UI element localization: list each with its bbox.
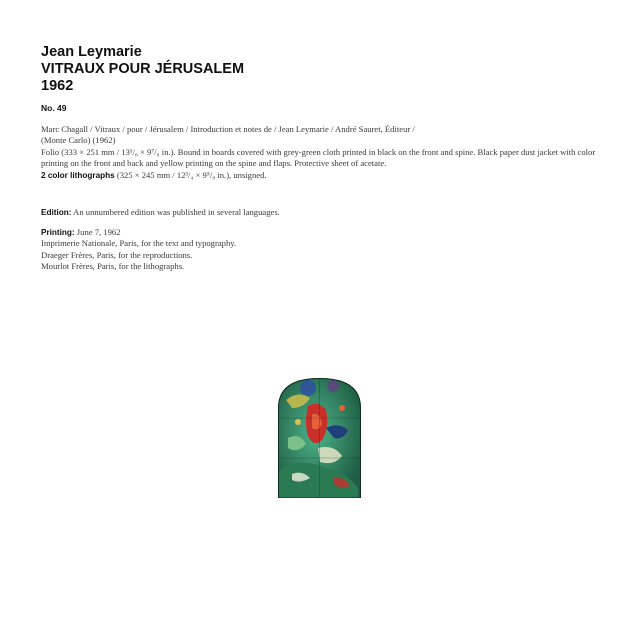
lithographs-line [41,170,598,181]
printing-line: Draeger Frères, Paris, for the reproductions. [41,249,193,260]
printing-date-line [41,227,598,238]
stained-glass-artwork [278,378,361,498]
description-line-2: (Monte Carlo) (1962) [41,135,116,146]
description-line-1: Marc Chagall / Vitraux / pour / Jérusalem / Introduction et notes de / Jean Leymarie / André Sauret, Éditeur / [41,124,415,134]
printing-line: Mourlot Frères, Paris, for the lithographs. [41,261,185,272]
author-name: Jean Leymarie [41,44,142,60]
edition-label: Edition: [41,208,72,217]
printing-block [41,227,598,273]
publication-year: 1962 [41,78,74,94]
book-title: VITRAUX POUR JÉRUSALEM [41,61,245,77]
printing-line: Imprimerie Nationale, Paris, for the text and typography. [41,238,237,249]
catalogue-number: No. 49 [41,103,67,113]
lithographs-text: (325 × 245 mm / 12³/₄ × 9⁵/₈ in.), unsigned. [114,169,267,180]
lithographs-label: 2 color lithographs [41,170,115,180]
edition-text: An unnumbered edition was published in several languages. [71,207,280,217]
book-header [41,44,244,95]
printing-date: June 7, 1962 [74,227,121,237]
printing-label: Printing: [41,228,75,237]
format-description: Folio (333 × 251 mm / 13¹/₈ × 9⁷/₈ in.). Bound in boards covered with grey-green cloth printed in black on the front and spine. Black paper dust jacket with color printing on the front and back and yellow printing on the spine and flaps. Protective sheet of acetate. [41,146,596,169]
edition-block [41,207,598,218]
description-block [41,124,598,181]
